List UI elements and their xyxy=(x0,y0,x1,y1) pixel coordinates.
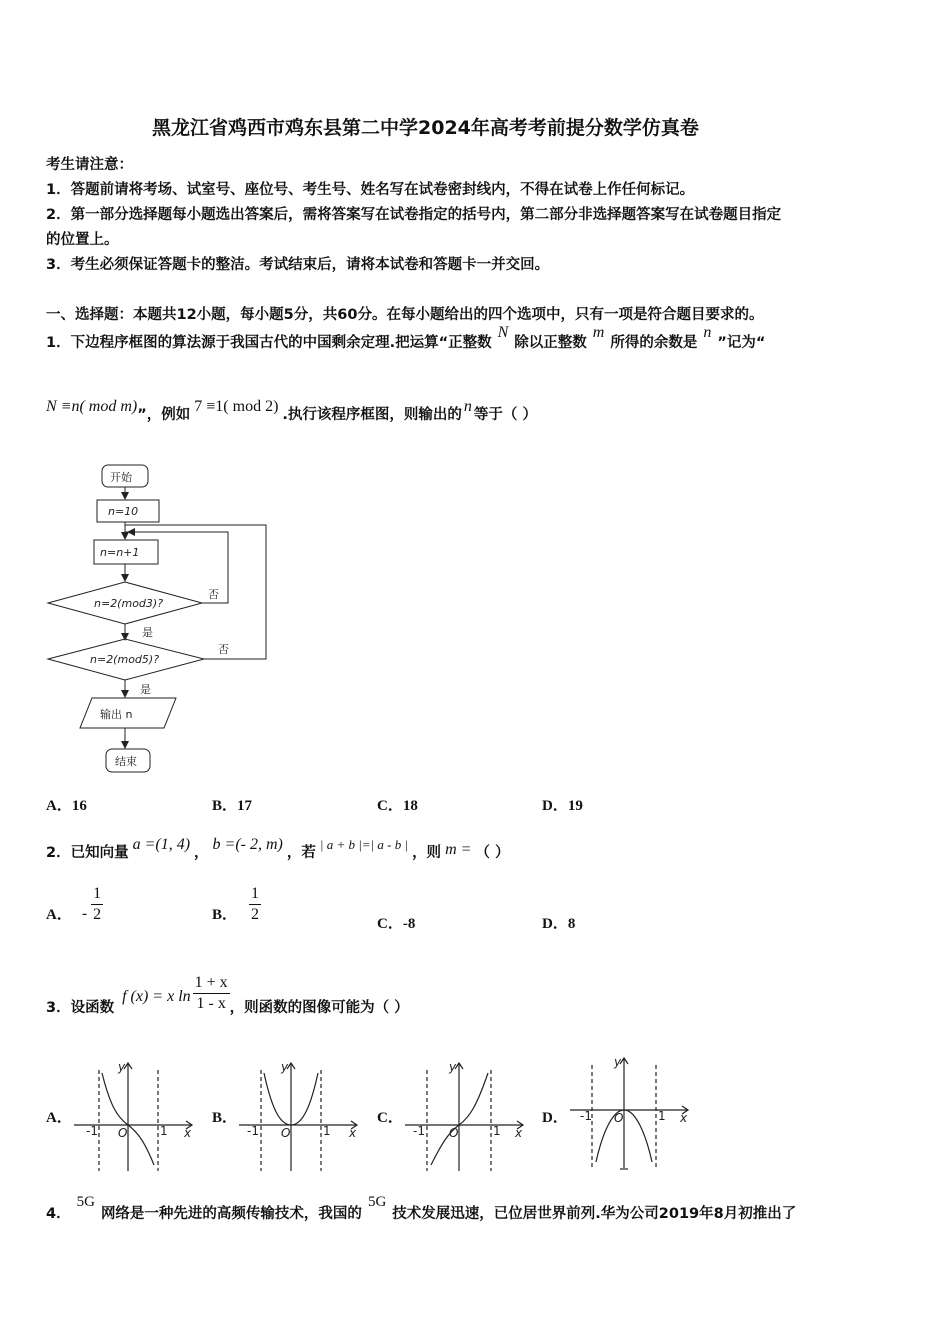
graph-tick-neg: -1 xyxy=(86,1124,98,1138)
flow-yes2-label: 是 xyxy=(140,683,151,696)
section-heading: 一、选择题：本题共12小题，每小题5分，共60分。在每小题给出的四个选项中，只有一项是符合题目要求的。 xyxy=(46,307,764,323)
notice-item: 1．答题前请将考场、试室号、座位号、考生号、姓名写在试卷密封线内，不得在试卷上作任何标记。 xyxy=(46,182,695,198)
question-4: 4．5G网络是一种先进的高频传输技术，我国的5G技术发展迅速，已位居世界前列.华为公司2019年8月初推出了 xyxy=(46,1194,797,1222)
flow-condition2-label: n=2(mod5)? xyxy=(90,653,160,666)
q2-option-a[interactable]: A． - $\frac{1}{2}$ xyxy=(46,885,102,923)
flow-increment-label: n=n+1 xyxy=(100,546,140,559)
graph-axis-x-label: x xyxy=(680,1111,688,1125)
notice-heading: 考生请注意： xyxy=(46,157,133,173)
graph-tick-neg: -1 xyxy=(580,1109,592,1123)
flowchart xyxy=(40,455,280,785)
graph-axis-y-label: y xyxy=(281,1060,289,1074)
flow-no2-label: 否 xyxy=(218,643,229,656)
q2-option-d[interactable]: D．8 xyxy=(542,916,576,932)
graph-axis-x-label: x xyxy=(349,1126,357,1140)
q1-option-b[interactable]: B．17 xyxy=(212,798,253,814)
q1-option-a[interactable]: A．16 xyxy=(46,798,87,814)
q1-option-c[interactable]: C．18 xyxy=(377,798,418,814)
graph-axis-y-label: y xyxy=(118,1060,126,1074)
graph-tick-pos: 1 xyxy=(323,1124,331,1138)
question-3: 3．设函数 f (x) = x ln $\frac{1 + x}{1 - x}$ ，则函数的图像可能为（ ） xyxy=(46,974,409,1016)
graph-tick-neg: -1 xyxy=(247,1124,259,1138)
graph-origin-label: O xyxy=(449,1126,459,1140)
flow-yes1-label: 是 xyxy=(142,626,153,639)
flow-output-label: 输出 n xyxy=(100,708,133,721)
question-1-line1: 1．下边程序框图的算法源于我国古代的中国剩余定理.把运算“正整数N除以正整数m所得的余数是n”记为“ xyxy=(46,324,766,351)
flow-start-label: 开始 xyxy=(110,471,132,484)
graph-axis-y-label: y xyxy=(614,1055,622,1069)
graph-axis-x-label: x xyxy=(515,1126,523,1140)
notice-item: 3．考生必须保证答题卡的整洁。考试结束后，请将本试卷和答题卡一并交回。 xyxy=(46,257,550,273)
graph-axis-x-label: x xyxy=(184,1126,192,1140)
q3-option-d-label[interactable]: D． xyxy=(542,1110,568,1126)
graph-origin-label: O xyxy=(614,1111,624,1125)
flow-no1-label: 否 xyxy=(208,588,219,601)
q2-option-b[interactable]: B． $\frac{1}{2}$ xyxy=(212,885,260,923)
q3-option-a-label[interactable]: A． xyxy=(46,1110,72,1126)
flow-end-label: 结束 xyxy=(115,755,137,768)
q3-graph-b[interactable] xyxy=(237,1055,367,1175)
q3-graph-c[interactable] xyxy=(403,1055,533,1175)
q3-option-b-label[interactable]: B． xyxy=(212,1110,238,1126)
graph-origin-label: O xyxy=(118,1126,128,1140)
graph-axis-y-label: y xyxy=(449,1060,457,1074)
graph-tick-pos: 1 xyxy=(160,1124,168,1138)
graph-origin-label: O xyxy=(281,1126,291,1140)
q3-option-c-label[interactable]: C． xyxy=(377,1110,403,1126)
q2-option-c[interactable]: C．-8 xyxy=(377,916,416,932)
graph-tick-neg: -1 xyxy=(413,1124,425,1138)
graph-tick-pos: 1 xyxy=(658,1109,666,1123)
flow-init-label: n=10 xyxy=(108,505,139,518)
notice-item: 2．第一部分选择题每小题选出答案后，需将答案写在试卷指定的括号内，第二部分非选择题答案写在试卷题目指定 xyxy=(46,207,782,223)
flow-condition1-label: n=2(mod3)? xyxy=(94,597,164,610)
notice-item: 的位置上。 xyxy=(46,232,119,248)
graph-tick-pos: 1 xyxy=(493,1124,501,1138)
question-1-line2: N ≡n( mod m)”，例如 7 ≡1( mod 2) .执行该程序框图，则输出的 n 等于（ ） xyxy=(46,398,537,423)
q3-graph-d[interactable] xyxy=(568,1050,698,1175)
q3-graph-a[interactable] xyxy=(72,1055,202,1175)
q1-option-d[interactable]: D．19 xyxy=(542,798,583,814)
question-2: 2．已知向量 a =(1, 4) ， b =(- 2, m) ，若| a + b |=| a - b |，则 m = （ ） xyxy=(46,836,510,861)
page-title: 黑龙江省鸡西市鸡东县第二中学2024年高考考前提分数学仿真卷 xyxy=(152,117,699,139)
